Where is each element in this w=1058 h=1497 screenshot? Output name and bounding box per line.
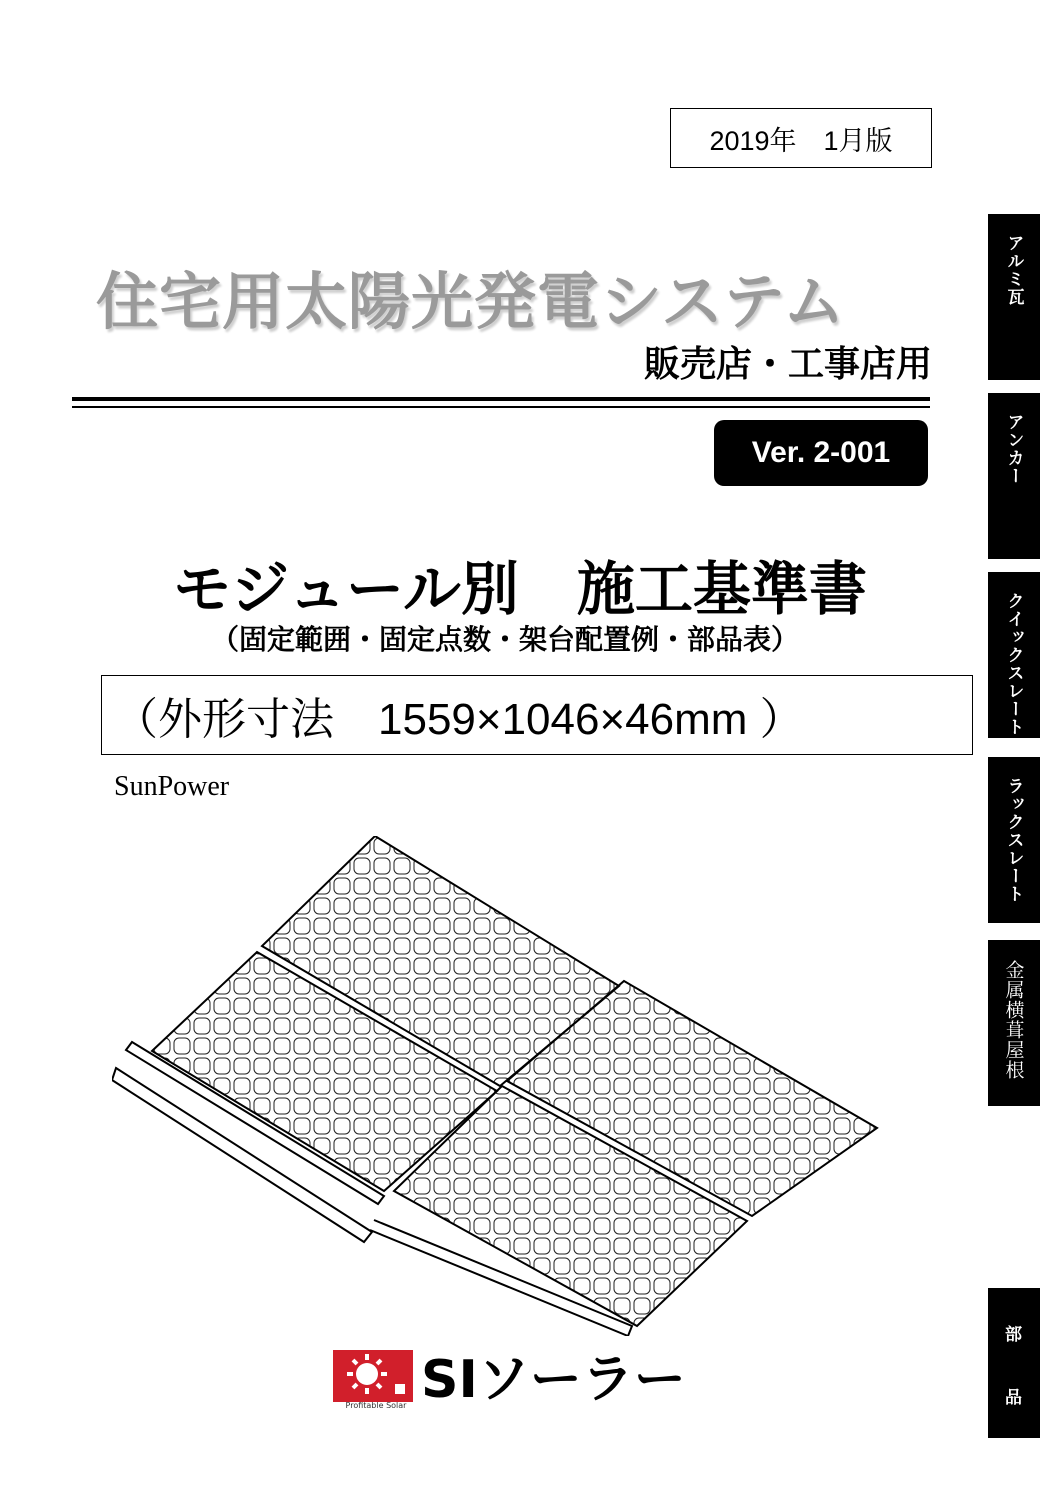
tab-label: アンカー bbox=[1003, 413, 1024, 485]
manufacturer-label: SunPower bbox=[114, 771, 230, 802]
tab-alumi-gawara[interactable] bbox=[988, 214, 1040, 380]
tab-parts[interactable] bbox=[988, 1288, 1040, 1438]
logo-name: SIソーラー bbox=[421, 1350, 686, 1410]
audience-label: 販売店・工事店用 bbox=[643, 343, 932, 385]
version-badge: Ver. 2-001 bbox=[714, 420, 928, 486]
tab-label: 金属横葺屋根 bbox=[1002, 960, 1025, 1080]
tab-label: 部 bbox=[1005, 1325, 1023, 1345]
tab-label: 品 bbox=[1005, 1388, 1023, 1408]
edition-label: 2019年 1月版 bbox=[670, 108, 932, 168]
company-logo bbox=[333, 1350, 713, 1410]
tab-metal-roof[interactable] bbox=[988, 940, 1040, 1106]
logo-tagline: Profitable Solar bbox=[345, 1401, 407, 1410]
tab-label: クイックスレート bbox=[1003, 592, 1024, 736]
document-title: モジュール別 施工基準書 bbox=[173, 555, 867, 623]
main-title: 住宅用太陽光発電システム bbox=[96, 265, 846, 338]
solar-array-illustration bbox=[112, 836, 888, 1336]
tab-rack-slate[interactable] bbox=[988, 757, 1040, 923]
document-subtitle: （固定範囲・固定点数・架台配置例・部品表） bbox=[210, 623, 799, 656]
tab-label: ラックスレート bbox=[1003, 777, 1024, 903]
tab-label: アルミ瓦 bbox=[1003, 234, 1024, 306]
tab-quick-slate[interactable] bbox=[988, 572, 1040, 738]
divider-thick bbox=[72, 397, 930, 401]
tab-anchor[interactable] bbox=[988, 393, 1040, 559]
module-dimensions: （外形寸法 1559×1046×46mm ） bbox=[101, 675, 973, 755]
divider-thin bbox=[72, 406, 930, 408]
sun-logo-icon bbox=[333, 1350, 413, 1402]
